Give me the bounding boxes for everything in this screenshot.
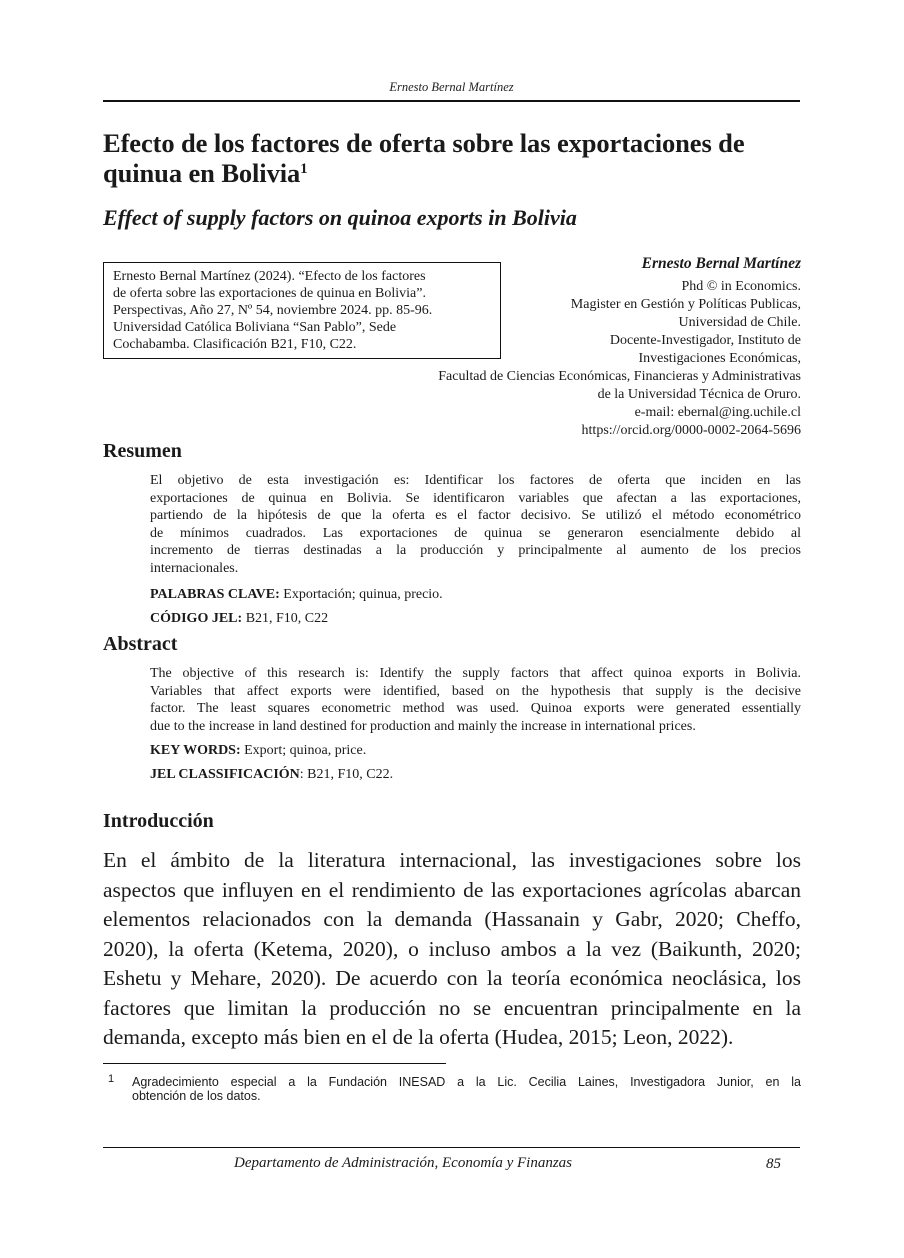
footnote-line: Agradecimiento especial a la Fundación INESAD a la Lic. Cecilia Laines, Investigadora Junior, en la [132,1075,801,1089]
paragraph-line: En el ámbito de la literatura internacional, las investigaciones sobre los [103,848,801,872]
author-name: Ernesto Bernal Martínez [641,255,801,272]
abstract-text [150,665,801,735]
keywords-label: KEY WORDS: [150,743,241,758]
article-title [103,128,803,188]
article-subtitle-english: Effect of supply factors on quinoa exports in Bolivia [103,205,577,230]
footnote-rule [103,1063,446,1064]
resumen-line: El objetivo de esta investigación es: Identificar los factores de oferta que inciden en las [150,473,801,488]
resumen-heading: Resumen [103,440,182,462]
paragraph-line: factores que limitan la producción no se encuentran principalmente en la [103,995,801,1020]
citation-line: Universidad Católica Boliviana “San Pablo”, Sede [113,320,397,335]
affiliation-line: Magister en Gestión y Políticas Publicas, [570,297,801,312]
header-rule [103,100,800,102]
author-email: e-mail: ebernal@ing.uchile.cl [634,405,801,420]
citation-line: de oferta sobre las exportaciones de quinua en Bolivia”. [113,286,426,301]
footnote-line: obtención de los datos. [132,1089,261,1103]
abstract-keywords [150,743,366,759]
affiliation-line: Docente-Investigador, Instituto de [609,333,801,348]
title-text: Efecto de los factores de oferta sobre las exportaciones de quinua en Bolivia [103,128,745,188]
resumen-jel [150,611,328,627]
jel-value: : B21, F10, C22. [299,767,394,782]
paragraph-line: aspectos que influyen en el rendimiento de las exportaciones agrícolas abarcan [103,877,801,902]
introduccion-paragraph [103,846,801,1053]
keywords-value: Exportación; quinua, precio. [279,587,443,602]
paragraph-line: demanda, excepto más bien en el de la oferta (Hudea, 2015; Leon, 2022). [103,1025,734,1049]
footnote-mark: 1 [108,1073,115,1085]
resumen-line: exportaciones de quinua en Bolivia. Se identificaron variables que afectan a las exportaciones, [150,490,801,506]
paragraph-line: 2020), la oferta (Ketema, 2020), o incluso ambos a la vez (Baikunth, 2020; [103,936,801,961]
paragraph-line: elementos relacionados con la demanda (Hassanain y Gabr, 2020; Cheffo, [103,907,801,931]
running-head: Ernesto Bernal Martínez [389,80,514,94]
jel-label: JEL CLASSIFICACIÓN [150,767,300,782]
footer-department: Departamento de Administración, Economía y Finanzas [233,1155,573,1171]
footer-rule [103,1147,800,1148]
author-orcid: https://orcid.org/0000-0002-2064-5696 [581,423,801,438]
citation-line: Cochabamba. Clasificación B21, F10, C22. [113,337,357,352]
abstract-line: due to the increase in land destined for production and mainly the increase in international prices. [150,718,696,734]
affiliation-line: Facultad de Ciencias Económicas, Financieras y Administrativas [438,369,801,384]
abstract-line: Variables that affect exports were identified, based on the hypothesis that supply is the decisive [150,683,801,699]
resumen-keywords [150,587,443,603]
resumen-line: partiendo de la hipótesis de que la oferta es el factor decisivo. Se utilizó el método econométrico [150,508,801,524]
introduccion-heading: Introducción [103,810,214,832]
abstract-line: factor. The least squares econometric method was used. Quinoa exports were generated essentially [150,701,801,717]
affiliation-line: Investigaciones Económicas, [638,351,801,366]
abstract-jel [150,767,393,783]
footnote-text [132,1075,801,1103]
resumen-line: internacionales. [150,560,239,576]
citation-line: Ernesto Bernal Martínez (2024). “Efecto de los factores [113,269,426,284]
resumen-line: de mínimos cuadrados. Las exportaciones de quinua se generaron esencialmente debido al [150,525,801,541]
resumen-text [150,472,801,578]
affiliation-line: de la Universidad Técnica de Oruro. [597,387,801,402]
page-number: 85 [766,1156,781,1172]
abstract-heading: Abstract [103,633,178,655]
jel-value: B21, F10, C22 [242,611,329,626]
paragraph-line: Eshetu y Mehare, 2020). De acuerdo con la teoría económica neoclásica, los [103,966,801,990]
title-footnote-ref: 1 [300,161,308,177]
author-affiliation [331,278,801,440]
affiliation-line: Phd © in Economics. [681,279,801,294]
jel-label: CÓDIGO JEL: [150,611,243,626]
abstract-line: The objective of this research is: Identify the supply factors that affect quinoa exports in Bolivia. [150,666,801,681]
affiliation-line: Universidad de Chile. [678,315,801,330]
resumen-line: incremento de tierras destinadas a la producción y principalmente al aumento de los precios [150,543,801,559]
keywords-value: Export; quinoa, price. [240,743,367,758]
keywords-label: PALABRAS CLAVE: [150,587,280,602]
citation-line: Perspectivas, Año 27, Nº 54, noviembre 2024. pp. 85-96. [113,303,433,318]
